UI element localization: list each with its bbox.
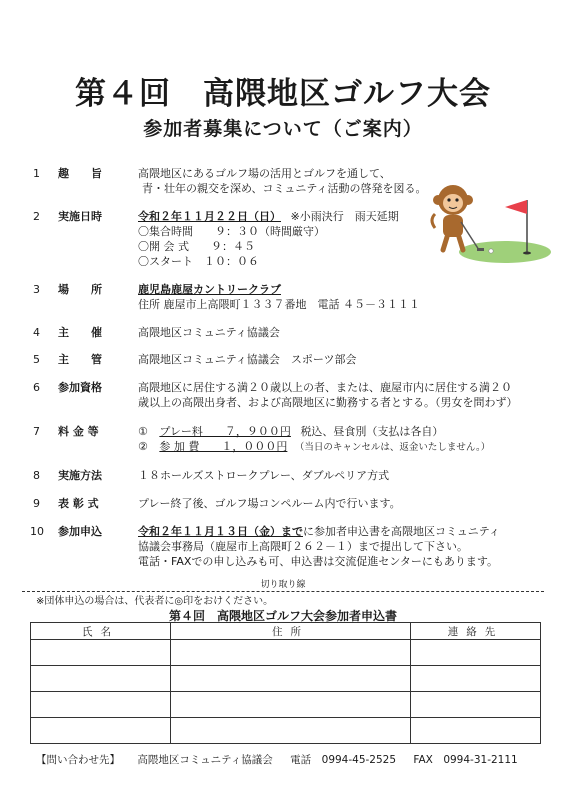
address-cell[interactable] (171, 640, 411, 666)
section-label: 趣 旨 (58, 167, 102, 180)
section-text: に参加者申込書を高隈地区コミュニティ (303, 525, 500, 538)
section-number: 6 (33, 381, 40, 394)
schedule-item: 〇スタート １０：０６ (138, 255, 259, 268)
section-label: 表 彰 式 (58, 497, 99, 510)
form-title: 第４回 高隈地区ゴルフ大会参加者申込書 (168, 609, 397, 623)
column-header-contact: 連絡先 (411, 623, 541, 640)
section-label: 主 管 (58, 353, 102, 366)
footer-tel: 電話 0994-45-2525 (290, 754, 397, 766)
contact-cell[interactable] (411, 640, 541, 666)
section-label: 場 所 (58, 283, 102, 296)
fee-note: 税込、昼食別（支払は各自） (300, 425, 444, 438)
section-number: 2 (33, 210, 40, 223)
section-number: 4 (33, 326, 40, 339)
section-text: 高隈地区コミュニティ協議会 スポーツ部会 (138, 353, 357, 366)
section-text: プレー終了後、ゴルフ場コンペルーム内で行います。 (138, 497, 401, 510)
fee-mark: ② (138, 440, 148, 453)
section-text: 電話・FAXでの申し込みも可、申込書は交流促進センターにもあります。 (138, 555, 499, 568)
column-header-name: 氏名 (31, 623, 171, 640)
name-cell[interactable] (31, 692, 171, 718)
group-note: ※団体申込の場合は、代表者に◎印をおけください。 (36, 596, 274, 607)
table-row (31, 640, 541, 666)
name-cell[interactable] (31, 666, 171, 692)
fee-item: 参 加 費 １，０００円 (159, 440, 288, 453)
section-label: 料 金 等 (58, 425, 99, 438)
contact-cell[interactable] (411, 666, 541, 692)
table-row (31, 692, 541, 718)
address-cell[interactable] (171, 718, 411, 744)
footer-fax: FAX 0994-31-2111 (413, 754, 518, 766)
section-label: 主 催 (58, 326, 102, 339)
section-number: 9 (33, 497, 40, 510)
section-text: 協議会事務局（鹿屋市上高隈町２６２－１）まで提出して下さい。 (138, 540, 468, 553)
fee-mark: ① (138, 425, 148, 438)
name-cell[interactable] (31, 640, 171, 666)
page-subtitle: 参加者募集について（ご案内） (143, 118, 423, 140)
schedule-item: 〇開 会 式 ９：４５ (138, 240, 255, 253)
section-text: 青・壮年の親交を深め、コミュニティ活動の啓発を図る。 (142, 182, 427, 195)
fee-note: （当日のキャンセルは、返金いたしません。） (294, 442, 491, 453)
table-row (31, 666, 541, 692)
page-title: 第４回 高隈地区ゴルフ大会 (75, 76, 491, 112)
footer-org: 高隈地区コミュニティ協議会 (137, 754, 273, 766)
cut-line-label: 切り取り線 (260, 580, 306, 590)
application-deadline: 令和２年１１月１３日（金）まで (138, 525, 303, 538)
fee-item: プレー料 ７，９００円 (159, 425, 291, 438)
application-form-table (30, 622, 541, 744)
event-date: 令和２年１１月２２日（日） (138, 210, 281, 223)
venue-address: 住所 鹿屋市上高隈町１３３７番地 電話 ４５－３１１１ (138, 298, 420, 311)
section-text: 高隈地区に居住する満２０歳以上の者、または、鹿屋市内に居住する満２０ (138, 381, 512, 394)
contact-cell[interactable] (411, 718, 541, 744)
date-note: ※小雨決行 雨天延期 (290, 210, 399, 223)
form-header-row (31, 623, 541, 640)
table-row (31, 718, 541, 744)
section-text: 歳以上の高隈出身者、および高隈地区に勤務する者とする。（男女を問わず） (138, 396, 518, 409)
section-text: 高隈地区にあるゴルフ場の活用とゴルフを通して、 (138, 167, 391, 180)
section-number: 7 (33, 425, 40, 438)
section-text: 高隈地区コミュニティ協議会 (138, 326, 280, 339)
section-label: 実施日時 (58, 210, 102, 223)
venue-name: 鹿児島鹿屋カントリークラブ (138, 283, 281, 296)
section-number: 3 (33, 283, 40, 296)
address-cell[interactable] (171, 692, 411, 718)
section-label: 参加資格 (58, 381, 102, 394)
column-header-address: 住所 (171, 623, 411, 640)
name-cell[interactable] (31, 718, 171, 744)
schedule-item: 〇集合時間 ９：３０（時間厳守） (138, 225, 325, 238)
contact-footer (36, 752, 532, 767)
section-number: 1 (33, 167, 40, 180)
section-label: 参加申込 (58, 525, 102, 538)
section-text: １８ホールズストロークプレー、ダブルペリア方式 (138, 469, 390, 482)
section-number: 8 (33, 469, 40, 482)
section-number: 10 (30, 525, 44, 538)
section-label: 実施方法 (58, 469, 102, 482)
address-cell[interactable] (171, 666, 411, 692)
footer-label: 【問い合わせ先】 (36, 754, 120, 766)
contact-cell[interactable] (411, 692, 541, 718)
section-number: 5 (33, 353, 40, 366)
